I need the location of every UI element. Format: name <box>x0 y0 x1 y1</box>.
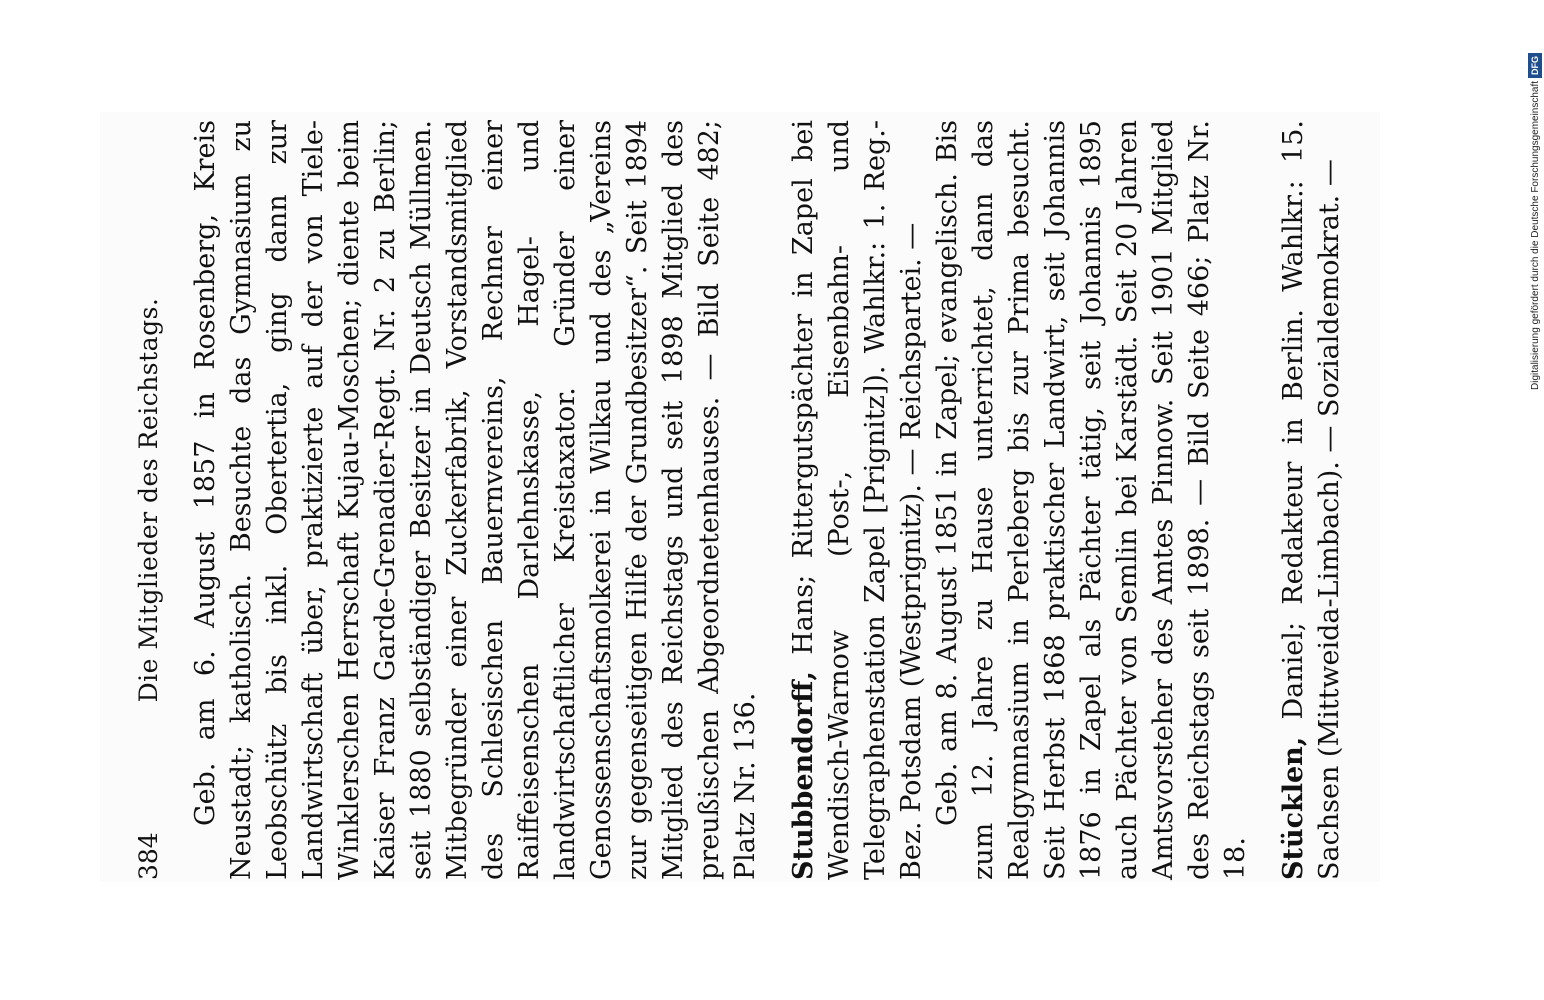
entry-surname: Stubbendorff, <box>788 671 819 880</box>
entry-paragraph: Geb. am 6. August 1857 in Rosenberg, Kreis Neustadt; katholisch. Besuchte das Gymnasium zu Leobschütz bis inkl. Obertertia, ging dann zur Landwirtschaft über, praktizierte auf der von Tiele-Winklerschen Herrschaft Kujau-Moschen; diente beim Kaiser Franz Garde-Grenadier-Regt. Nr. 2 zu Berlin; seit 1880 selbständiger Besitzer in Deutsch Müllmen. Mitbegründer einer Zuckerfabrik, Vorstandsmitglied des Schlesischen Bauernvereins, Rechner einer Raiffeisenschen Darlehnskasse, Hagel- und landwirtschaftlicher Kreistaxator. Gründer einer Genossenschaftsmolkerei in Wilkau und des „Vereins zur gegenseitigen Hilfe der Grundbesitzer“. Seit 1894 Mitglied des Reichstags und seit 1898 Mitglied des preußischen Abgeordnetenhauses. — Bild Seite 482; Platz Nr. 136. <box>190 120 761 880</box>
entry-stuecklen <box>1276 120 1348 880</box>
entry-continued <box>188 120 764 880</box>
entries-body <box>188 120 1348 880</box>
dfg-logo-icon: DFG <box>1528 53 1542 78</box>
entry-heading <box>786 120 930 880</box>
dfg-attribution <box>1528 53 1542 390</box>
entry-paragraph: Geb. am 8. August 1851 in Zapel; evangelisch. Bis zum 12. Jahre zu Hause unterrichtet, dann das Realgymnasium in Perleberg bis zur Prima besucht. Seit Herbst 1868 praktischer Landwirt, seit Johannis 1876 in Zapel als Pächter tätig, seit Johannis 1895 auch Pächter von Semlin bei Karstädt. Seit 20 Jahren Amtsvorsteher des Amtes Pinnow. Seit 1901 Mitglied des Reichstags seit 1898. — Bild Seite 466; Platz Nr. 18. <box>932 120 1251 880</box>
rotated-book-page <box>120 120 1380 880</box>
entry-heading <box>1276 120 1348 880</box>
entry-surname: Stücklen, <box>1278 736 1309 880</box>
page-header <box>120 120 163 880</box>
page-number: 384 <box>134 832 163 880</box>
running-head: Die Mitglieder des Reichstags. <box>134 297 163 703</box>
entry-heading-text: Daniel; Redakteur in Berlin. Wahlkr.: 15. Sachsen (Mittweida-Limbach). — Sozialdemokrat. — <box>1278 120 1345 880</box>
entry-heading-text: Hans; Rittergutspächter in Zapel bei Wendisch-Warnow (Post-, Eisenbahn- und Telegraphenstation Zapel [Prignitz]). Wahlkr.: 1. Reg.-Bez. Potsdam (Westprignitz). — Reichspartei. — <box>788 120 927 880</box>
attribution-text: Digitalisierung gefördert durch die Deutsche Forschungsgemeinschaft <box>1529 80 1541 390</box>
entry-stubbendorff <box>786 120 1254 880</box>
